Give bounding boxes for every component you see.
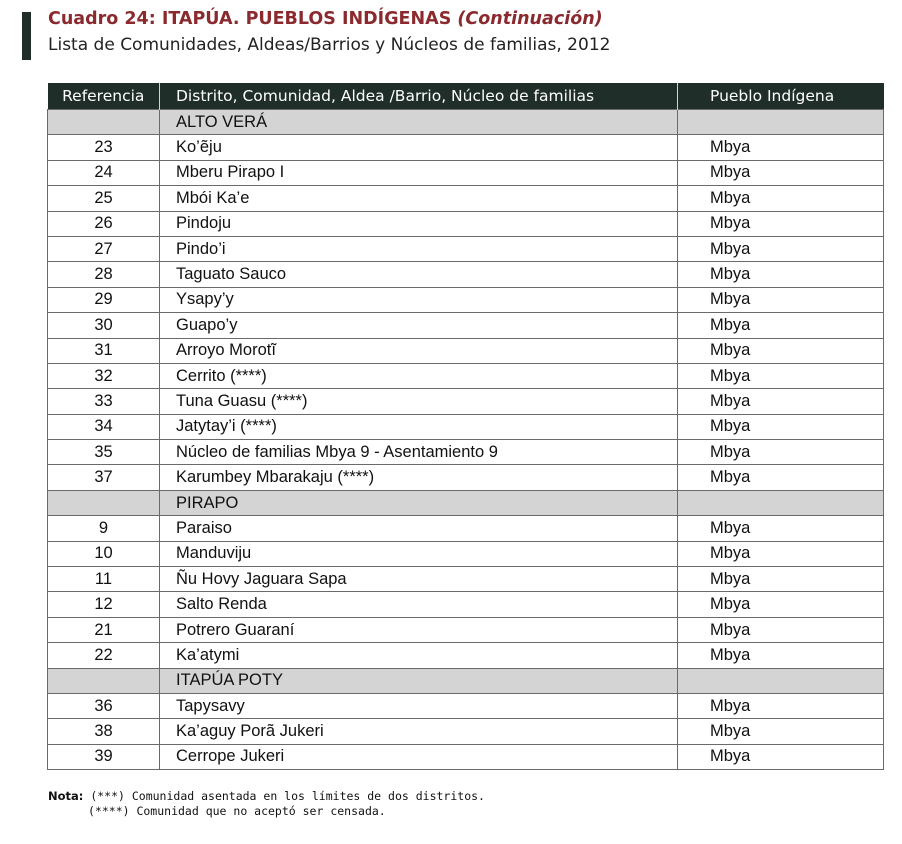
table-row xyxy=(48,135,884,160)
ref-cell: 37 xyxy=(48,465,160,490)
header-comunidad: Distrito, Comunidad, Aldea /Barrio, Núcleo de familias xyxy=(160,83,678,110)
section-row xyxy=(48,668,884,693)
header-referencia: Referencia xyxy=(48,83,160,110)
ref-cell: 33 xyxy=(48,389,160,414)
name-cell: Mberu Pirapo I xyxy=(160,160,678,185)
title-continuation: (Continuación) xyxy=(457,9,603,29)
name-cell: Mbói Ka’e xyxy=(160,186,678,211)
section-label: PIRAPO xyxy=(160,490,678,515)
section-label: ALTO VERÁ xyxy=(160,110,678,135)
table-row xyxy=(48,440,884,465)
section-pueblo-cell xyxy=(678,490,884,515)
table-row xyxy=(48,313,884,338)
section-pueblo-cell xyxy=(678,668,884,693)
name-cell: Taguato Sauco xyxy=(160,262,678,287)
table-row xyxy=(48,592,884,617)
note-line-2: (****) Comunidad que no aceptó ser censada. xyxy=(88,804,386,818)
section-label: ITAPÚA POTY xyxy=(160,668,678,693)
table-body xyxy=(48,110,884,770)
pueblo-cell: Mbya xyxy=(678,643,884,668)
pueblo-cell: Mbya xyxy=(678,338,884,363)
pueblo-cell: Mbya xyxy=(678,440,884,465)
ref-cell: 38 xyxy=(48,719,160,744)
pueblo-cell: Mbya xyxy=(678,186,884,211)
header-row xyxy=(48,83,884,110)
name-cell: Potrero Guaraní xyxy=(160,617,678,642)
name-cell: Tapysavy xyxy=(160,693,678,718)
pueblo-cell: Mbya xyxy=(678,287,884,312)
ref-cell: 30 xyxy=(48,313,160,338)
table-row xyxy=(48,338,884,363)
table-row xyxy=(48,160,884,185)
section-row xyxy=(48,490,884,515)
table-row xyxy=(48,693,884,718)
table-row xyxy=(48,186,884,211)
name-cell: Ko’ẽju xyxy=(160,135,678,160)
title-accent-bar xyxy=(22,12,31,60)
ref-cell: 34 xyxy=(48,414,160,439)
pueblo-cell: Mbya xyxy=(678,389,884,414)
ref-cell: 32 xyxy=(48,363,160,388)
ref-cell: 29 xyxy=(48,287,160,312)
section-ref-cell xyxy=(48,668,160,693)
table-row xyxy=(48,236,884,261)
pueblo-cell: Mbya xyxy=(678,744,884,769)
table-row xyxy=(48,719,884,744)
table-subtitle: Lista de Comunidades, Aldeas/Barrios y Núcleos de familias, 2012 xyxy=(48,35,611,55)
ref-cell: 24 xyxy=(48,160,160,185)
table-row xyxy=(48,744,884,769)
ref-cell: 22 xyxy=(48,643,160,668)
note-line-1: (***) Comunidad asentada en los límites de dos distritos. xyxy=(83,789,485,803)
pueblo-cell: Mbya xyxy=(678,262,884,287)
table-row xyxy=(48,541,884,566)
table-note xyxy=(48,789,485,819)
ref-cell: 21 xyxy=(48,617,160,642)
pueblo-cell: Mbya xyxy=(678,160,884,185)
section-ref-cell xyxy=(48,110,160,135)
ref-cell: 35 xyxy=(48,440,160,465)
pueblo-cell: Mbya xyxy=(678,236,884,261)
pueblo-cell: Mbya xyxy=(678,363,884,388)
ref-cell: 28 xyxy=(48,262,160,287)
table-row xyxy=(48,262,884,287)
name-cell: Karumbey Mbarakaju (****) xyxy=(160,465,678,490)
pueblo-cell: Mbya xyxy=(678,465,884,490)
ref-cell: 25 xyxy=(48,186,160,211)
name-cell: Manduviju xyxy=(160,541,678,566)
section-pueblo-cell xyxy=(678,110,884,135)
table-row xyxy=(48,414,884,439)
table-row xyxy=(48,465,884,490)
table-row xyxy=(48,617,884,642)
name-cell: Arroyo Morotĩ xyxy=(160,338,678,363)
name-cell: Ka’atymi xyxy=(160,643,678,668)
ref-cell: 31 xyxy=(48,338,160,363)
ref-cell: 23 xyxy=(48,135,160,160)
table-row xyxy=(48,389,884,414)
table-title xyxy=(48,9,603,29)
name-cell: Jatytay’i (****) xyxy=(160,414,678,439)
pueblo-cell: Mbya xyxy=(678,414,884,439)
pueblo-cell: Mbya xyxy=(678,693,884,718)
table-row xyxy=(48,567,884,592)
title-main: Cuadro 24: ITAPÚA. PUEBLOS INDÍGENAS xyxy=(48,9,452,29)
name-cell: Guapo’y xyxy=(160,313,678,338)
name-cell: Ka’aguy Porã Jukeri xyxy=(160,719,678,744)
section-row xyxy=(48,110,884,135)
ref-cell: 9 xyxy=(48,516,160,541)
ref-cell: 26 xyxy=(48,211,160,236)
name-cell: Salto Renda xyxy=(160,592,678,617)
table-row xyxy=(48,211,884,236)
pueblo-cell: Mbya xyxy=(678,135,884,160)
pueblo-cell: Mbya xyxy=(678,211,884,236)
ref-cell: 10 xyxy=(48,541,160,566)
pueblo-cell: Mbya xyxy=(678,592,884,617)
pueblo-cell: Mbya xyxy=(678,313,884,338)
name-cell: Pindo’i xyxy=(160,236,678,261)
ref-cell: 12 xyxy=(48,592,160,617)
pueblo-cell: Mbya xyxy=(678,719,884,744)
ref-cell: 39 xyxy=(48,744,160,769)
communities-table xyxy=(47,83,884,770)
header-pueblo: Pueblo Indígena xyxy=(678,83,884,110)
name-cell: Ñu Hovy Jaguara Sapa xyxy=(160,567,678,592)
ref-cell: 36 xyxy=(48,693,160,718)
table-row xyxy=(48,287,884,312)
pueblo-cell: Mbya xyxy=(678,516,884,541)
name-cell: Tuna Guasu (****) xyxy=(160,389,678,414)
name-cell: Cerrito (****) xyxy=(160,363,678,388)
pueblo-cell: Mbya xyxy=(678,567,884,592)
name-cell: Cerrope Jukeri xyxy=(160,744,678,769)
ref-cell: 27 xyxy=(48,236,160,261)
name-cell: Núcleo de familias Mbya 9 - Asentamiento 9 xyxy=(160,440,678,465)
pueblo-cell: Mbya xyxy=(678,617,884,642)
table-row xyxy=(48,516,884,541)
table-row xyxy=(48,643,884,668)
table-row xyxy=(48,363,884,388)
name-cell: Ysapy’y xyxy=(160,287,678,312)
section-ref-cell xyxy=(48,490,160,515)
ref-cell: 11 xyxy=(48,567,160,592)
pueblo-cell: Mbya xyxy=(678,541,884,566)
name-cell: Pindoju xyxy=(160,211,678,236)
name-cell: Paraiso xyxy=(160,516,678,541)
note-label: Nota: xyxy=(48,789,84,803)
